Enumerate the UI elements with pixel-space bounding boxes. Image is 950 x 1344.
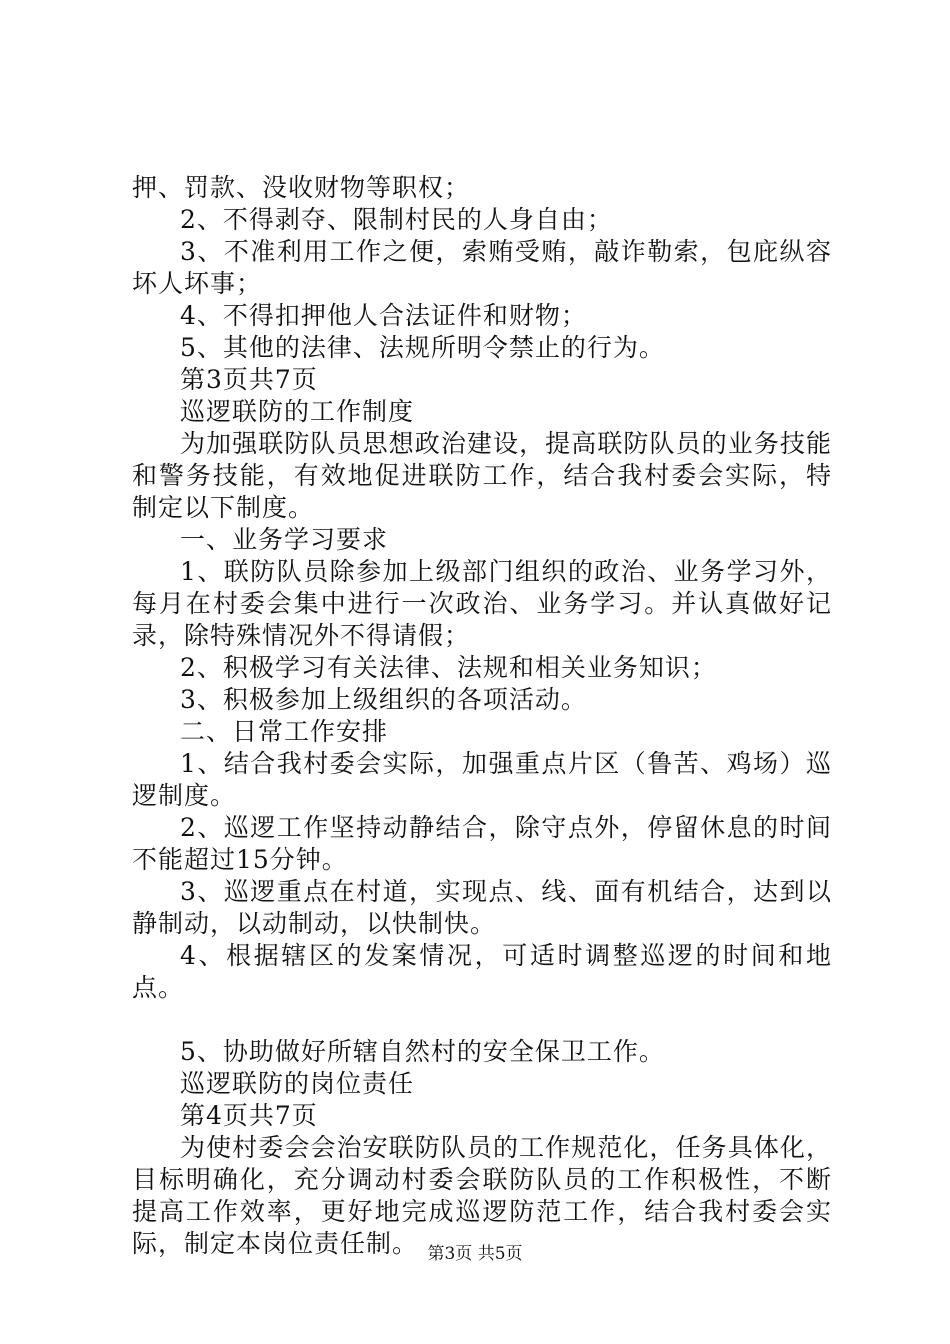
paragraph-intro: 为加强联防队员思想政治建设，提高联防队员的业务技能和警务技能，有效地促进联防工作，结合我村委会实际，特制定以下制度。	[132, 429, 832, 522]
subsection-heading: 一、业务学习要求	[180, 525, 389, 554]
section-heading: 巡逻联防的工作制度	[180, 397, 415, 426]
document-body	[132, 172, 832, 1260]
paragraph-work-5: 5、协助做好所辖自然村的安全保卫工作。	[180, 1037, 665, 1066]
paragraph-work-4: 4、根据辖区的发案情况，可适时调整巡逻的时间和地点。	[132, 941, 832, 1002]
paragraph-rule-4: 4、不得扣押他人合法证件和财物；	[180, 301, 587, 330]
paragraph-work-1: 1、结合我村委会实际，加强重点片区（鲁苦、鸡场）巡逻制度。	[132, 749, 832, 810]
paragraph-rule-2: 2、不得剥夺、限制村民的人身自由；	[180, 205, 613, 234]
paragraph-work-2: 2、巡逻工作坚持动静结合，除守点外，停留休息的时间不能超过15分钟。	[132, 813, 832, 874]
paragraph-study-2: 2、积极学习有关法律、法规和相关业务知识；	[180, 653, 717, 682]
inline-page-number: 第3页共7页	[180, 365, 318, 394]
inline-page-number: 第4页共7页	[180, 1101, 318, 1130]
section-heading: 巡逻联防的岗位责任	[180, 1069, 415, 1098]
paragraph-study-3: 3、积极参加上级组织的各项活动。	[180, 685, 587, 714]
paragraph-study-1: 1、联防队员除参加上级部门组织的政治、业务学习外，每月在村委会集中进行一次政治、业务学习。并认真做好记录，除特殊情况外不得请假；	[132, 557, 832, 650]
paragraph-continuation: 押、罚款、没收财物等职权；	[132, 173, 471, 202]
paragraph-responsibility: 为使村委会会治安联防队员的工作规范化，任务具体化，目标明确化，充分调动村委会联防队员的工作积极性，不断提高工作效率，更好地完成巡逻防范工作，结合我村委会实际，制定本岗位责任制。	[132, 1133, 832, 1258]
page-footer: 第3页 共5页	[427, 1244, 523, 1264]
paragraph-rule-3: 3、不准利用工作之便，索贿受贿，敲诈勒索，包庇纵容坏人坏事；	[132, 237, 832, 298]
subsection-heading: 二、日常工作安排	[180, 717, 389, 746]
paragraph-work-3: 3、巡逻重点在村道，实现点、线、面有机结合，达到以静制动，以动制动，以快制快。	[132, 877, 832, 938]
paragraph-rule-5: 5、其他的法律、法规所明令禁止的行为。	[180, 333, 665, 362]
